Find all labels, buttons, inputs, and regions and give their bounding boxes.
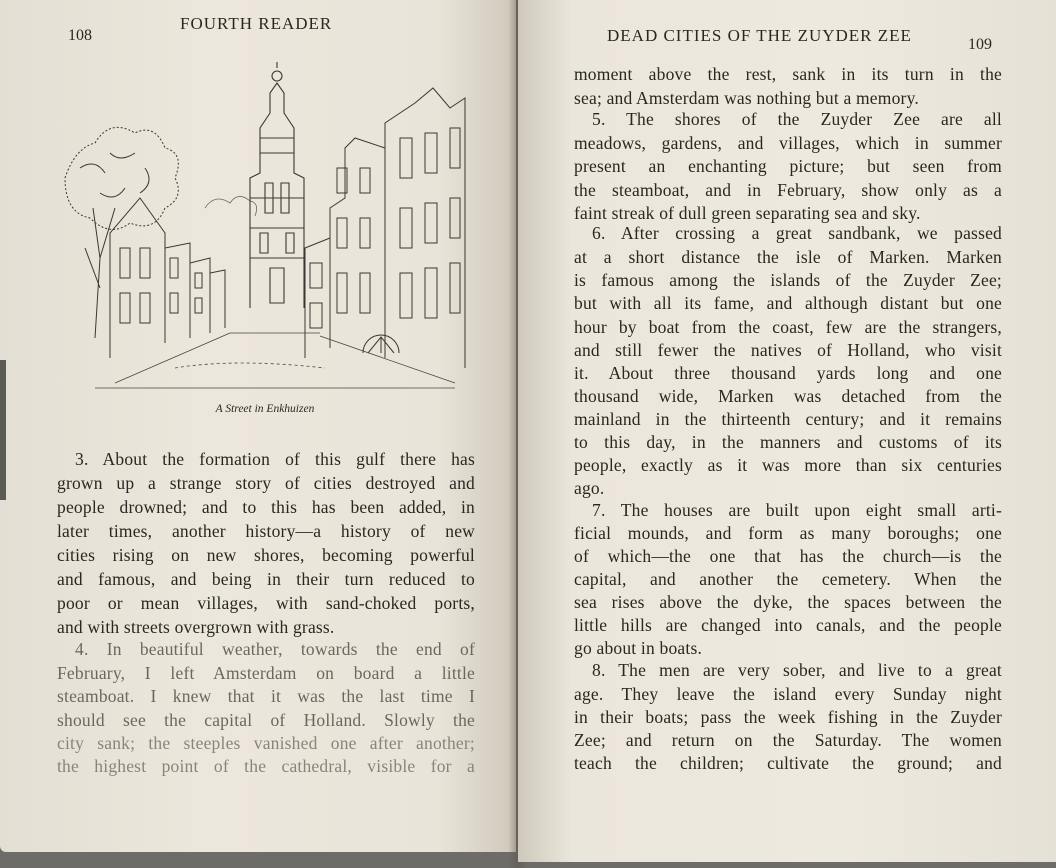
right-page-number: 109: [968, 36, 992, 53]
text-line: in their boats; pass the week fishing in the Zuyder: [574, 707, 1002, 727]
text-line: Zee; and return on the Saturday. The women: [574, 730, 1002, 750]
text-line: moment above the rest, sank in its turn in the: [574, 64, 1002, 84]
text-line: 4. In beautiful weather, towards the end of: [75, 639, 475, 659]
text-line: the steamboat, and in February, show only as a: [574, 180, 1002, 200]
text-line: mainland in the thirteenth century; and it remains: [574, 409, 1002, 429]
text-line: 7. The houses are built upon eight small arti-: [592, 500, 1002, 520]
left-page-number: 108: [68, 27, 92, 44]
text-line: at a short distance the isle of Marken. Marken: [574, 247, 1002, 267]
text-line: present an enchanting picture; but seen from: [574, 156, 1002, 176]
text-line: and famous, and being in their turn reduced to: [57, 569, 475, 589]
text-line: and still fewer the natives of Holland, who visit: [574, 340, 1002, 360]
text-line: 8. The men are very sober, and live to a great: [592, 660, 1002, 680]
text-line: 5. The shores of the Zuyder Zee are all: [592, 109, 1002, 129]
text-line: 3. About the formation of this gulf there has: [75, 449, 475, 469]
text-line: it. About three thousand yards long and one: [574, 363, 1002, 383]
text-line: the highest point of the cathedral, visible for a: [57, 756, 475, 776]
text-line: ago.: [574, 478, 605, 498]
text-line: later times, another history—a history of new: [57, 521, 475, 541]
text-line: sea; and Amsterdam was nothing but a memory.: [574, 88, 919, 108]
text-line: teach the children; cultivate the ground; and: [574, 753, 1002, 773]
text-line: people, exactly as it was more than six centuries: [574, 455, 1002, 475]
right-running-head: DEAD CITIES OF THE ZUYDER ZEE: [607, 26, 912, 45]
text-line: faint streak of dull green separating sea and sky.: [574, 203, 921, 223]
text-line: but with all its fame, and although distant but one: [574, 293, 1002, 313]
text-line: city sank; the steeples vanished one after another;: [57, 733, 475, 753]
text-line: 6. After crossing a great sandbank, we passed: [592, 223, 1002, 243]
text-line: should see the capital of Holland. Slowly the: [57, 710, 475, 730]
text-line: meadows, gardens, and villages, which in summer: [574, 133, 1002, 153]
text-line: steamboat. I knew that it was the last time I: [57, 686, 475, 706]
text-line: people drowned; and to this has been added, in: [57, 497, 475, 517]
text-line: hour by boat from the coast, few are the strangers,: [574, 317, 1002, 337]
page-edge-shadow: [0, 360, 6, 500]
text-line: grown up a strange story of cities destroyed and: [57, 473, 475, 493]
text-line: cities rising on new shores, becoming powerful: [57, 545, 475, 565]
text-line: poor or mean villages, with sand-choked ports,: [57, 593, 475, 613]
text-line: sea rises above the dyke, the spaces between the: [574, 592, 1002, 612]
illustration-caption: A Street in Enkhuizen: [215, 403, 315, 415]
text-line: little hills are changed into canals, and the people: [574, 615, 1002, 635]
left-running-head: FOURTH READER: [180, 14, 333, 33]
text-line: ficial mounds, and form as many boroughs; one: [574, 523, 1002, 543]
text-line: to this day, in the manners and customs of its: [574, 432, 1002, 452]
text-line: age. They leave the island every Sunday night: [574, 684, 1002, 704]
text-line: thousand wide, Marken was detached from the: [574, 386, 1002, 406]
text-line: is famous among the islands of the Zuyder Zee;: [574, 270, 1002, 290]
text-line: capital, and another the cemetery. When the: [574, 569, 1002, 589]
text-line: go about in boats.: [574, 638, 703, 658]
left-page: [0, 0, 516, 852]
right-page: [518, 0, 1056, 862]
text-line: and with streets overgrown with grass.: [57, 617, 335, 637]
text-line: February, I left Amsterdam on board a little: [57, 663, 475, 683]
street-illustration: [55, 58, 475, 398]
text-line: of which—the one that has the church—is the: [574, 546, 1002, 566]
